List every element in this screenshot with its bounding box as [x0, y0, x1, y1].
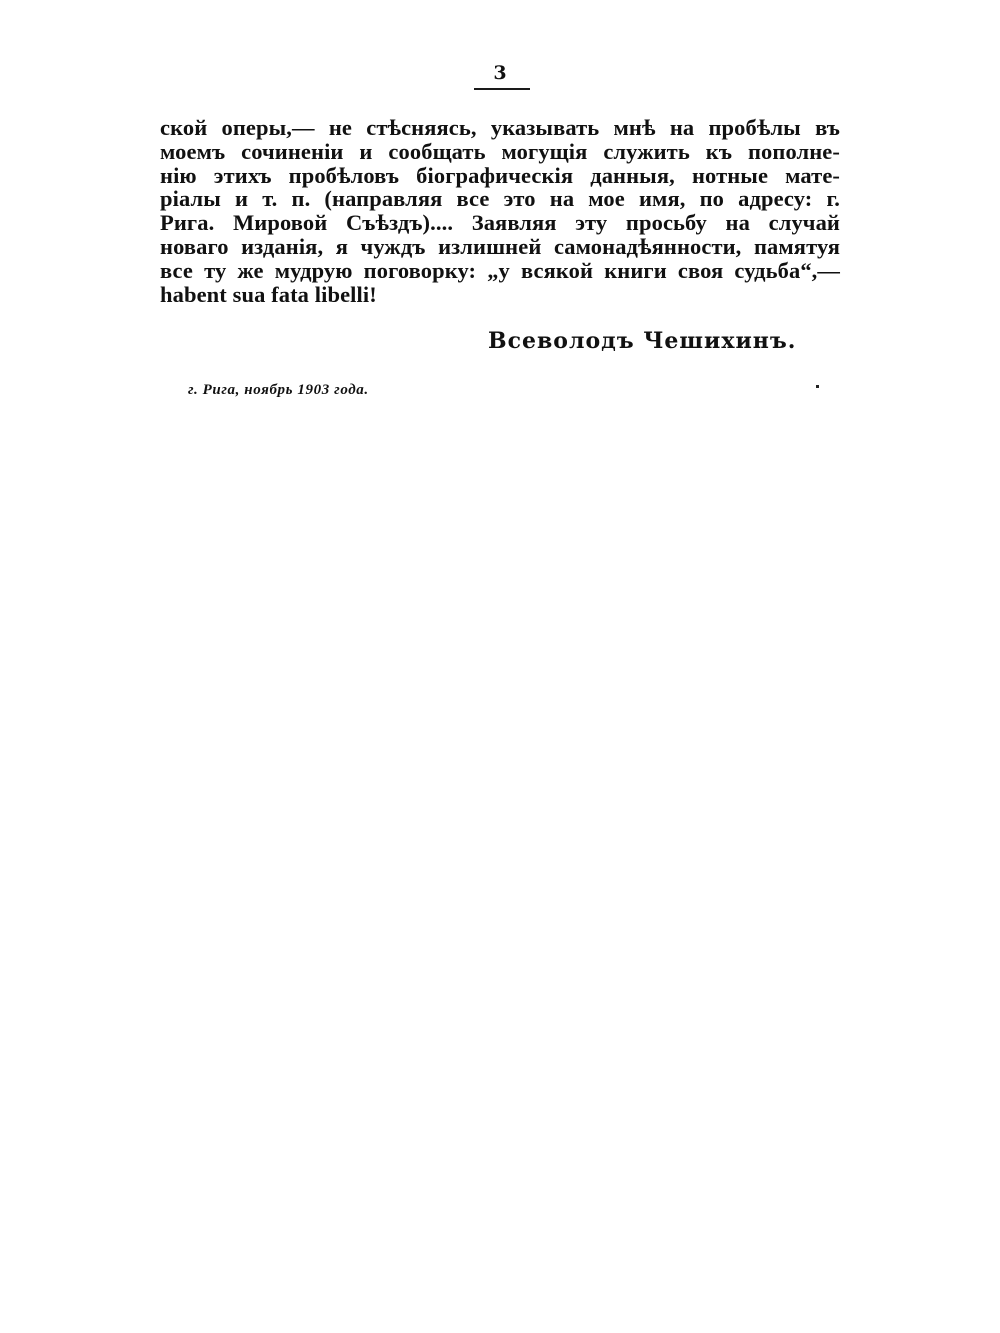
body-paragraph	[160, 116, 840, 306]
text-line: habent sua fata libelli!	[160, 281, 377, 307]
text-line: ріалы и т. п. (направляя все это на мое имя, по адресу: г.	[160, 186, 840, 212]
place-date-line: г. Рига, ноябрь 1903 года.	[188, 382, 369, 398]
text-line: ской оперы,— не стѣсняясь, указывать мнѣ на пробѣлы въ	[160, 115, 840, 140]
text-line: Рига. Мировой Съѣздъ).... Заявляя эту просьбу на случай	[160, 210, 840, 236]
page-number-underline	[474, 88, 530, 90]
text-line: моемъ сочиненіи и сообщать могущія служить къ пополне-	[160, 138, 840, 164]
author-signature: Всеволодъ Чешихинъ.	[488, 328, 797, 354]
text-line: нію этихъ пробѣловъ біографическія данныя, нотные мате-	[160, 162, 840, 188]
text-line: новаго изданія, я чуждъ излишней самонадѣянности, памятуя	[160, 233, 840, 259]
text-line: все ту же мудрую поговорку: „у всякой книги своя судьба“,—	[160, 257, 840, 283]
print-speck	[816, 385, 819, 388]
page-number: 3	[493, 62, 507, 84]
